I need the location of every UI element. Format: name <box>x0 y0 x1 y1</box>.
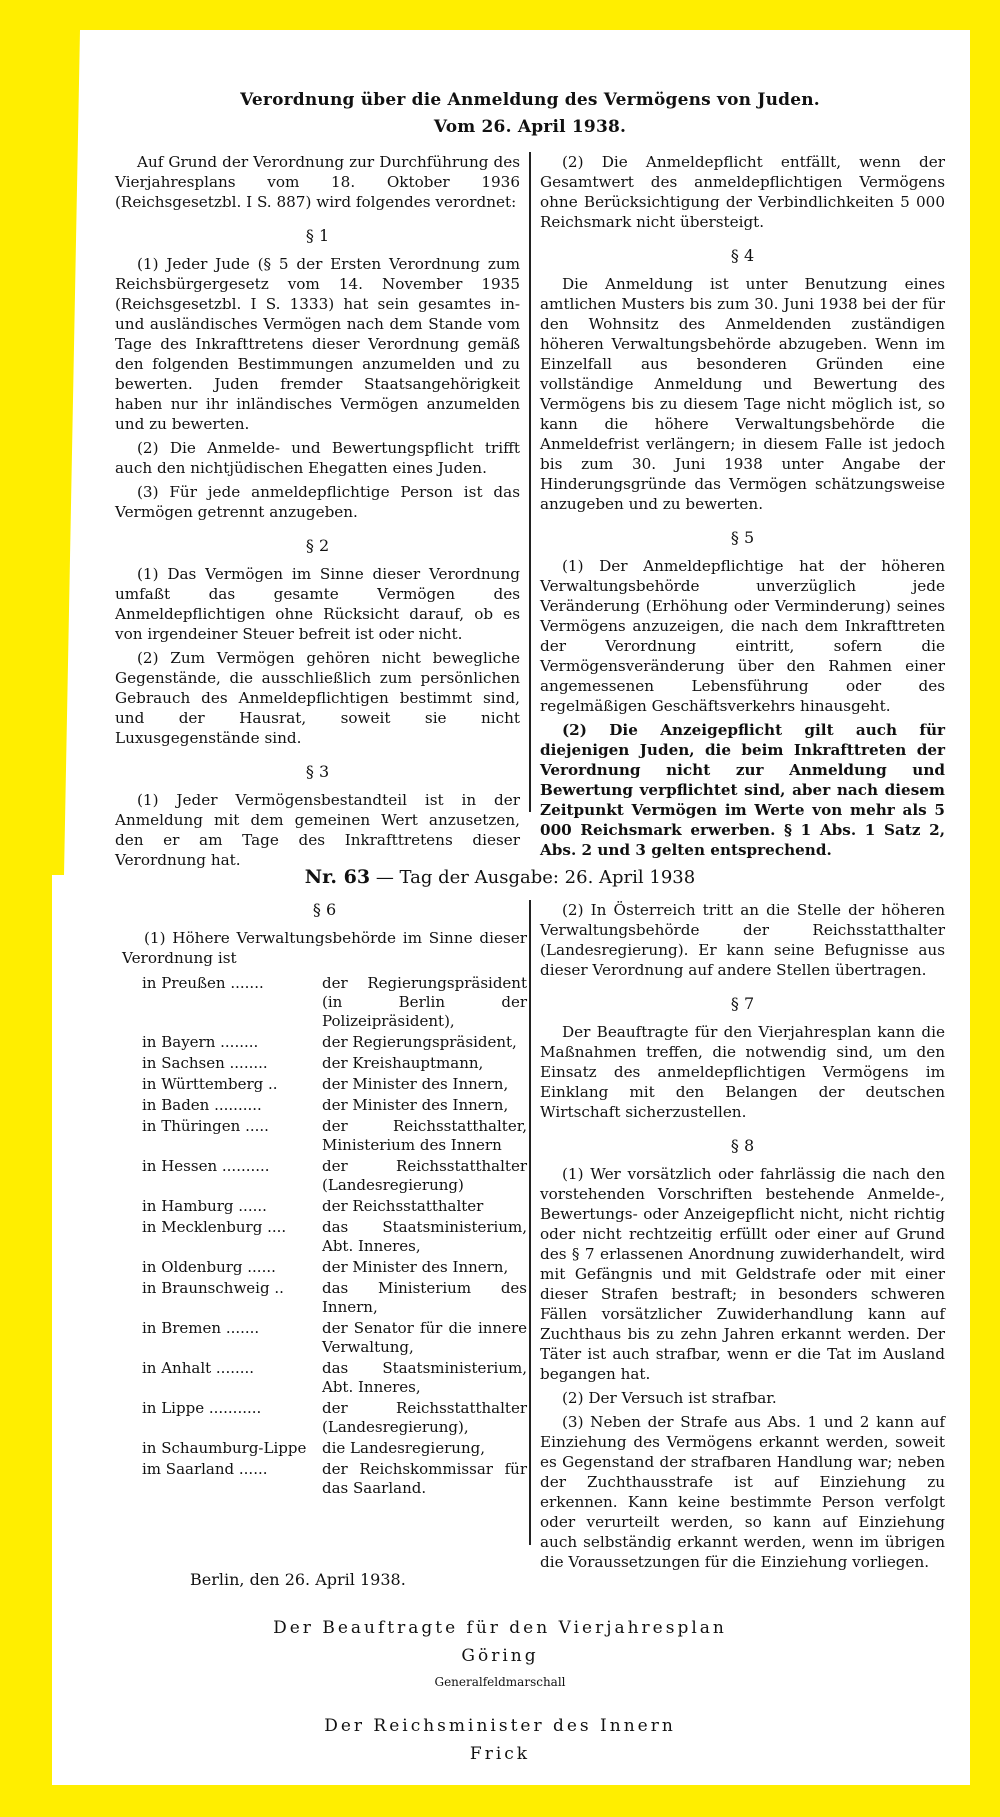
signer-2-title: Der Reichsminister des Innern <box>324 1716 676 1736</box>
authority-body: der Reichsstatthalter (Landesregierung), <box>322 1399 527 1436</box>
intro-paragraph: Auf Grund der Verordnung zur Durchführung des Vierjahresplans vom 18. Oktober 1936 (Reichsgesetzbl. I S. 887) wird folgendes verordnet: <box>115 153 520 211</box>
section-8-paragraph-2: (2) Der Versuch ist strafbar. <box>562 1389 777 1407</box>
authority-body: der Minister des Innern, <box>322 1075 509 1093</box>
section-1-paragraph-2: (2) Die Anmelde- und Bewertungspflicht trifft auch den nichtjüdischen Ehegatten eines Juden. <box>115 439 520 477</box>
section-8-heading: § 8 <box>730 1136 755 1155</box>
section-1-heading: § 1 <box>305 226 330 245</box>
signer-1-rank: Generalfeldmarschall <box>434 1675 566 1689</box>
authority-row <box>122 1117 527 1157</box>
section-8-paragraph-1: (1) Wer vorsätzlich oder fahrlässig die nach den vorstehenden Vorschriften bestehende Anmelde-, Bewertungs- oder Anzeigepflicht nicht, nicht richtig oder nicht rechtzeitig erfüllt oder einer auf Grund des § 7 erlassenen Anordnung zuwiderhandelt, wird mit Gefängnis und mit Geldstrafe oder mit einer dieser Strafen bestraft; in besonders schweren Fällen vorsätzlicher Zuwiderhandlung kann auf Zuchthaus bis zu zehn Jahren erkannt werden. Der Täter ist auch strafbar, wenn er die Tat im Ausland begangen hat. <box>540 1165 945 1383</box>
authority-row <box>122 1197 527 1218</box>
authority-land: in Schaumburg-Lippe <box>142 1439 307 1457</box>
issue-number: Nr. 63 <box>304 866 371 888</box>
authority-land: in Hamburg ...... <box>142 1197 267 1215</box>
authority-row <box>122 1218 527 1258</box>
authority-row <box>122 1319 527 1359</box>
section-2-paragraph-2: (2) Zum Vermögen gehören nicht bewegliche Gegenstände, die ausschließlich zum persönlichen Gebrauch des Anmeldepflichtigen bestimmt sind, und der Hausrat, soweit sie nicht Luxusgegenstände sind. <box>115 649 520 747</box>
authority-body: der Minister des Innern, <box>322 1258 509 1276</box>
authority-body: der Reichsstatthalter (Landesregierung) <box>322 1157 527 1194</box>
authority-land: in Sachsen ........ <box>142 1054 268 1072</box>
section-6-paragraph-2: (2) In Österreich tritt an die Stelle der höheren Verwaltungsbehörde der Reichsstatthalter (Landesregierung). Er kann seine Befugnisse aus dieser Verordnung auf andere Stellen übertragen. <box>540 901 945 979</box>
authority-body: der Senator für die innere Verwaltung, <box>322 1319 527 1356</box>
authority-land: im Saarland ...... <box>142 1460 268 1478</box>
authority-body: der Regierungspräsident, <box>322 1033 517 1051</box>
authority-row <box>122 1096 527 1117</box>
signer-1-title: Der Beauftragte für den Vierjahresplan <box>273 1618 727 1638</box>
authorities-table <box>122 974 527 1500</box>
place-date: Berlin, den 26. April 1938. <box>190 1570 406 1589</box>
signer-1-name: Göring <box>461 1646 539 1666</box>
authority-body: der Reichsstatthalter <box>322 1197 484 1215</box>
authority-body: der Regierungspräsident (in Berlin der Polizeipräsident), <box>322 974 527 1030</box>
upper-left-column <box>115 152 520 874</box>
upper-column-divider <box>529 152 531 812</box>
authority-land: in Lippe ........... <box>142 1399 262 1417</box>
section-6-paragraph-1: (1) Höhere Verwaltungsbehörde im Sinne dieser Verordnung ist <box>122 929 527 967</box>
authority-body: das Staatsministerium, Abt. Inneres, <box>322 1218 527 1255</box>
signer-2-name: Frick <box>469 1744 531 1764</box>
authority-body: der Reichskommissar für das Saarland. <box>322 1460 527 1497</box>
authority-land: in Bayern ........ <box>142 1033 259 1051</box>
issue-date: — Tag der Ausgabe: 26. April 1938 <box>375 867 696 888</box>
authority-land: in Anhalt ........ <box>142 1359 255 1377</box>
section-3-heading: § 3 <box>305 762 330 781</box>
upper-right-column <box>540 152 945 864</box>
lower-column-divider <box>529 900 531 1545</box>
authority-body: der Minister des Innern, <box>322 1096 509 1114</box>
authority-land: in Oldenburg ...... <box>142 1258 276 1276</box>
authority-land: in Bremen ....... <box>142 1319 260 1337</box>
issue-line <box>0 866 1000 888</box>
section-2-heading: § 2 <box>305 536 330 555</box>
authority-row <box>122 1258 527 1279</box>
authority-body: das Staatsministerium, Abt. Inneres, <box>322 1359 527 1396</box>
authority-land: in Württemberg .. <box>142 1075 278 1093</box>
lower-right-column <box>540 900 945 1576</box>
authority-body: der Kreishauptmann, <box>322 1054 484 1072</box>
authority-land: in Baden .......... <box>142 1096 262 1114</box>
section-5-heading: § 5 <box>730 528 755 547</box>
section-4-paragraph-1: Die Anmeldung ist unter Benutzung eines amtlichen Musters bis zum 30. Juni 1938 bei der für den Wohnsitz des Anmeldenden zuständigen höheren Verwaltungsbehörde abzugeben. Wenn im Einzelfall aus besonderen Gründen eine vollständige Anmeldung und Bewertung des Vermögens bis zu diesem Tage nicht möglich ist, so kann die höhere Verwaltungsbehörde die Anmeldefrist verlängern; in diesem Falle ist jedoch bis zum 30. Juni 1938 unter Angabe der Hinderungsgründe das Vermögen schätzungsweise anzugeben und zu bewerten. <box>540 275 945 513</box>
authority-land: in Hessen .......... <box>142 1157 270 1175</box>
authority-land: in Preußen ....... <box>142 974 264 992</box>
authority-land: in Thüringen ..... <box>142 1117 269 1135</box>
section-7-heading: § 7 <box>730 994 755 1013</box>
section-6-heading: § 6 <box>312 900 337 919</box>
authority-row <box>122 1460 527 1500</box>
section-4-heading: § 4 <box>730 246 755 265</box>
section-3-paragraph-1: (1) Jeder Vermögensbestandteil ist in der Anmeldung mit dem gemeinen Wert anzusetzen, den er am Tage des Inkrafttretens dieser Verordnung hat. <box>115 791 520 869</box>
section-5-paragraph-1: (1) Der Anmeldepflichtige hat der höheren Verwaltungsbehörde unverzüglich jede Veränderung (Erhöhung oder Verminderung) seines Vermögens anzuzeigen, die nach dem Inkrafttreten der Verordnung eintritt, sofern die Vermögensveränderung über den Rahmen einer angemessenen Lebensführung oder des regelmäßigen Geschäftsverkehrs hinausgeht. <box>540 557 945 715</box>
section-8-paragraph-3: (3) Neben der Strafe aus Abs. 1 und 2 kann auf Einziehung des Vermögens erkannt werden, soweit es Gegenstand der strafbaren Handlung war; neben der Zuchthausstrafe ist auf Einziehung zu erkennen. Kann keine bestimmte Person verfolgt oder verurteilt werden, so kann auf Einziehung auch selbständig erkannt werden, wenn im übrigen die Voraussetzungen für die Einziehung vorliegen. <box>540 1413 945 1571</box>
authority-row <box>122 1279 527 1319</box>
authority-land: in Mecklenburg .... <box>142 1218 287 1236</box>
section-5-paragraph-2: (2) Die Anzeigepflicht gilt auch für diejenigen Juden, die beim Inkrafttreten der Verordnung nicht zur Anmeldung und Bewertung verpflichtet sind, aber nach diesem Zeitpunkt Vermögen im Werte von mehr als 5 000 Reichsmark erwerben. § 1 Abs. 1 Satz 2, Abs. 2 und 3 gelten entsprechend. <box>540 721 945 859</box>
authority-row <box>122 1439 527 1460</box>
section-3-paragraph-2: (2) Die Anmeldepflicht entfällt, wenn der Gesamtwert des anmeldepflichtigen Vermögens ohne Berücksichtigung der Verbindlichkeiten 5 000 Reichsmark nicht übersteigt. <box>540 153 945 231</box>
section-1-paragraph-3: (3) Für jede anmeldepflichtige Person ist das Vermögen getrennt anzugeben. <box>115 483 520 521</box>
lower-left-column <box>122 900 527 1500</box>
authority-body: das Ministerium des Innern, <box>322 1279 527 1316</box>
authority-row <box>122 974 527 1033</box>
authority-row <box>122 1075 527 1096</box>
authority-body: der Reichsstatthalter, Ministerium des Innern <box>322 1117 527 1154</box>
section-2-paragraph-1: (1) Das Vermögen im Sinne dieser Verordnung umfaßt das gesamte Vermögen des Anmeldepflichtigen ohne Rücksicht darauf, ob es von irgendeiner Steuer befreit ist oder nicht. <box>115 565 520 643</box>
authority-row <box>122 1399 527 1439</box>
document-subtitle: Vom 26. April 1938. <box>433 117 627 137</box>
document-title: Verordnung über die Anmeldung des Vermögens von Juden. <box>240 90 820 110</box>
authority-body: die Landesregierung, <box>322 1439 485 1457</box>
authority-row <box>122 1054 527 1075</box>
section-1-paragraph-1: (1) Jeder Jude (§ 5 der Ersten Verordnung zum Reichsbürgergesetz vom 14. November 1935 (Reichsgesetzbl. I S. 1333) hat sein gesamtes in- und ausländisches Vermögen nach dem Stande vom Tage des Inkrafttretens dieser Verordnung gemäß den folgenden Bestimmungen anzumelden und zu bewerten. Juden fremder Staatsangehörigkeit haben nur ihr inländisches Vermögen anzumelden und zu bewerten. <box>115 255 520 433</box>
section-7-paragraph-1: Der Beauftragte für den Vierjahresplan kann die Maßnahmen treffen, die notwendig sind, um den Einsatz des anmeldepflichtigen Vermögens im Einklang mit den Belangen der deutschen Wirtschaft sicherzustellen. <box>540 1023 945 1121</box>
authority-row <box>122 1033 527 1054</box>
authority-row <box>122 1157 527 1197</box>
authority-land: in Braunschweig .. <box>142 1279 284 1297</box>
authority-row <box>122 1359 527 1399</box>
